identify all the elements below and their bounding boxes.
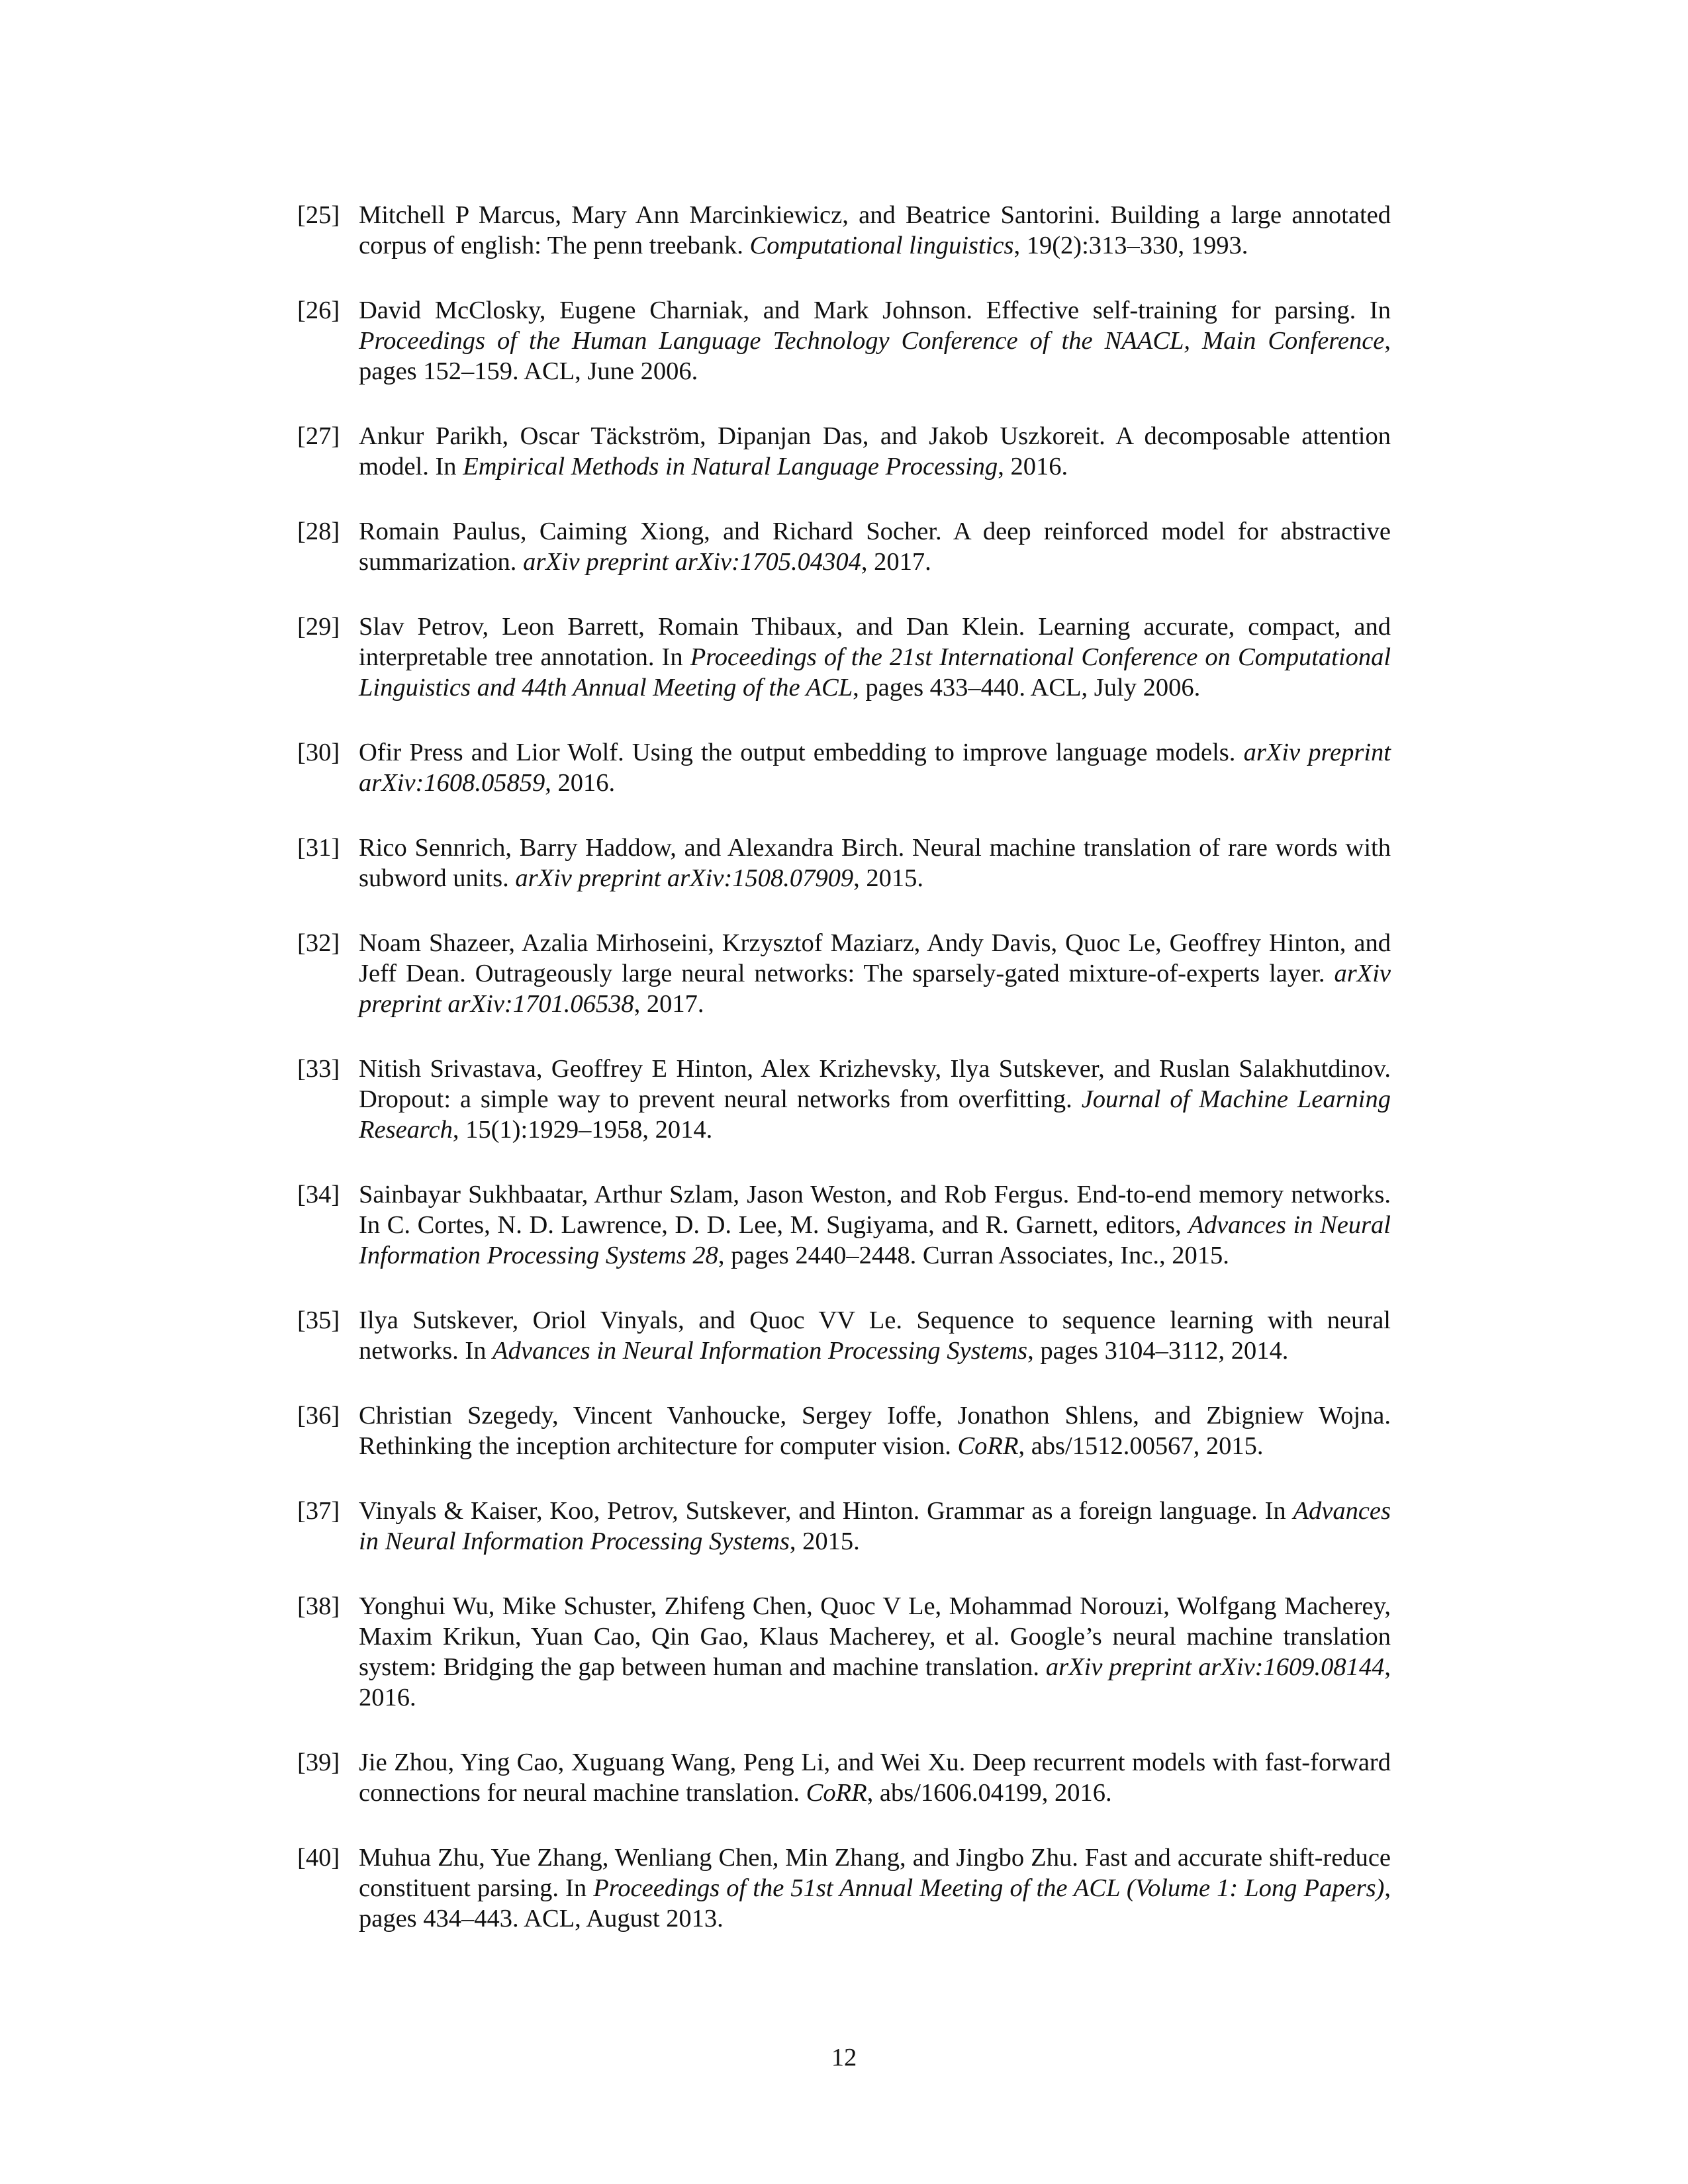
- reference-segment: , abs/1512.00567, 2015.: [1018, 1432, 1264, 1460]
- reference-venue: Empirical Methods in Natural Language Processing: [463, 453, 998, 480]
- reference-item: [297, 1591, 1391, 1713]
- page-number: 12: [831, 2044, 857, 2071]
- reference-segment: , 19(2):313–330, 1993.: [1013, 232, 1248, 259]
- reference-venue: Advances in Neural Information Processing Systems 28: [359, 1211, 1391, 1269]
- reference-number: [28]: [297, 518, 340, 545]
- reference-text: [359, 1181, 1391, 1269]
- reference-item: [297, 516, 1391, 577]
- reference-text: [359, 613, 1391, 702]
- reference-number: [39]: [297, 1749, 340, 1776]
- reference-number: [30]: [297, 739, 340, 766]
- reference-item: [297, 928, 1391, 1019]
- reference-item: [297, 612, 1391, 703]
- reference-segment: Ofir Press and Lior Wolf. Using the output embedding to improve language models.: [359, 739, 1244, 766]
- reference-venue: Advances in Neural Information Processing Systems: [492, 1337, 1028, 1365]
- reference-number: [37]: [297, 1497, 340, 1525]
- reference-segment: , pages 434–443. ACL, August 2013.: [359, 1874, 1391, 1933]
- reference-text: [359, 201, 1391, 259]
- reference-number: [29]: [297, 613, 340, 641]
- reference-text: [359, 834, 1391, 892]
- reference-text: [359, 929, 1391, 1018]
- reference-text: [359, 422, 1391, 480]
- reference-segment: , 2016.: [359, 1653, 1391, 1711]
- reference-text: [359, 1402, 1391, 1460]
- reference-segment: Muhua Zhu, Yue Zhang, Wenliang Chen, Min Zhang, and Jingbo Zhu. Fast and accurate shift-reduce constituent parsing. In: [359, 1844, 1391, 1902]
- reference-item: [297, 737, 1391, 798]
- reference-segment: , 2016.: [998, 453, 1068, 480]
- reference-venue: Proceedings of the 51st Annual Meeting of the ACL (Volume 1: Long Papers): [593, 1874, 1385, 1902]
- reference-segment: Rico Sennrich, Barry Haddow, and Alexandra Birch. Neural machine translation of rare words with subword units.: [359, 834, 1391, 892]
- reference-segment: Noam Shazeer, Azalia Mirhoseini, Krzysztof Maziarz, Andy Davis, Quoc Le, Geoffrey Hinton, and Jeff Dean. Outrageously large neural networks: The sparsely-gated mixture-of-experts layer.: [359, 929, 1391, 987]
- reference-number: [38]: [297, 1592, 340, 1620]
- reference-venue: Computational linguistics: [749, 232, 1014, 259]
- reference-segment: , pages 2440–2448. Curran Associates, Inc., 2015.: [718, 1242, 1229, 1269]
- reference-segment: Romain Paulus, Caiming Xiong, and Richard Socher. A deep reinforced model for abstractive summarization.: [359, 518, 1391, 576]
- reference-item: [297, 1496, 1391, 1557]
- reference-text: [359, 296, 1391, 385]
- reference-number: [25]: [297, 201, 340, 229]
- reference-number: [35]: [297, 1306, 340, 1334]
- reference-venue: arXiv preprint arXiv:1508.07909: [515, 864, 854, 892]
- reference-item: [297, 1054, 1391, 1145]
- reference-text: [359, 518, 1391, 576]
- reference-venue: Proceedings of the 21st International Conference on Computational Linguistics and 44th Annual Meeting of the ACL: [359, 643, 1391, 702]
- reference-venue: Proceedings of the Human Language Technology Conference of the NAACL, Main Conference: [359, 327, 1385, 355]
- reference-segment: Ilya Sutskever, Oriol Vinyals, and Quoc VV Le. Sequence to sequence learning with neural networks. In: [359, 1306, 1391, 1365]
- reference-segment: Vinyals & Kaiser, Koo, Petrov, Sutskever, and Hinton. Grammar as a foreign language. In: [359, 1497, 1293, 1525]
- reference-segment: David McClosky, Eugene Charniak, and Mark Johnson. Effective self-training for parsing. In: [359, 296, 1391, 324]
- reference-number: [31]: [297, 834, 340, 862]
- reference-item: [297, 200, 1391, 261]
- reference-number: [36]: [297, 1402, 340, 1430]
- reference-number: [27]: [297, 422, 340, 450]
- reference-number: [34]: [297, 1181, 340, 1208]
- reference-segment: , abs/1606.04199, 2016.: [867, 1779, 1112, 1807]
- reference-venue: CoRR: [806, 1779, 867, 1807]
- reference-number: [40]: [297, 1844, 340, 1872]
- reference-item: [297, 1843, 1391, 1934]
- reference-segment: , 2016.: [545, 769, 616, 797]
- reference-text: [359, 739, 1391, 797]
- reference-item: [297, 295, 1391, 387]
- reference-number: [26]: [297, 296, 340, 324]
- reference-item: [297, 421, 1391, 482]
- reference-segment: , 2017.: [633, 990, 704, 1018]
- reference-number: [33]: [297, 1055, 340, 1083]
- reference-item: [297, 1179, 1391, 1271]
- reference-segment: Sainbayar Sukhbaatar, Arthur Szlam, Jason Weston, and Rob Fergus. End-to-end memory networks. In C. Cortes, N. D. Lawrence, D. D. Lee, M. Sugiyama, and R. Garnett, editors,: [359, 1181, 1391, 1239]
- reference-venue: Journal of Machine Learning Research: [359, 1085, 1391, 1144]
- reference-segment: , 2015.: [853, 864, 924, 892]
- reference-segment: Christian Szegedy, Vincent Vanhoucke, Sergey Ioffe, Jonathon Shlens, and Zbigniew Wojna. Rethinking the inception architecture for computer vision.: [359, 1402, 1391, 1460]
- reference-text: [359, 1497, 1391, 1555]
- reference-text: [359, 1306, 1391, 1365]
- reference-segment: , 2015.: [789, 1527, 860, 1555]
- reference-number: [32]: [297, 929, 340, 957]
- reference-segment: Ankur Parikh, Oscar Täckström, Dipanjan Das, and Jakob Uszkoreit. A decomposable attention model. In: [359, 422, 1391, 480]
- reference-segment: , pages 433–440. ACL, July 2006.: [853, 674, 1201, 702]
- reference-segment: , pages 3104–3112, 2014.: [1027, 1337, 1289, 1365]
- reference-segment: Nitish Srivastava, Geoffrey E Hinton, Alex Krizhevsky, Ilya Sutskever, and Ruslan Salakhutdinov. Dropout: a simple way to prevent neural networks from overfitting.: [359, 1055, 1391, 1113]
- reference-text: [359, 1844, 1391, 1933]
- reference-item: [297, 1305, 1391, 1366]
- reference-venue: CoRR: [957, 1432, 1019, 1460]
- reference-venue: Advances in Neural Information Processing Systems: [359, 1497, 1391, 1555]
- reference-segment: Jie Zhou, Ying Cao, Xuguang Wang, Peng Li, and Wei Xu. Deep recurrent models with fast-forward connections for neural machine translation.: [359, 1749, 1391, 1807]
- reference-text: [359, 1055, 1391, 1144]
- reference-segment: Slav Petrov, Leon Barrett, Romain Thibaux, and Dan Klein. Learning accurate, compact, and interpretable tree annotation. In: [359, 613, 1391, 671]
- reference-venue: arXiv preprint arXiv:1701.06538: [359, 960, 1391, 1018]
- reference-segment: , pages 152–159. ACL, June 2006.: [359, 327, 1391, 385]
- reference-segment: , 15(1):1929–1958, 2014.: [452, 1116, 713, 1144]
- reference-item: [297, 833, 1391, 893]
- reference-item: [297, 1747, 1391, 1808]
- reference-venue: arXiv preprint arXiv:1608.05859: [359, 739, 1391, 797]
- reference-list: [297, 200, 1391, 1968]
- reference-item: [297, 1400, 1391, 1461]
- reference-venue: arXiv preprint arXiv:1705.04304: [523, 548, 861, 576]
- reference-segment: Yonghui Wu, Mike Schuster, Zhifeng Chen, Quoc V Le, Mohammad Norouzi, Wolfgang Macherey, Maxim Krikun, Yuan Cao, Qin Gao, Klaus Macherey, et al. Google’s neural machine translation system: Bridging the gap between human and machine translation.: [359, 1592, 1391, 1681]
- reference-text: [359, 1592, 1391, 1711]
- reference-segment: , 2017.: [861, 548, 931, 576]
- reference-venue: arXiv preprint arXiv:1609.08144: [1045, 1653, 1385, 1681]
- reference-text: [359, 1749, 1391, 1807]
- reference-segment: Mitchell P Marcus, Mary Ann Marcinkiewicz, and Beatrice Santorini. Building a large annotated corpus of english: The penn treebank.: [359, 201, 1391, 259]
